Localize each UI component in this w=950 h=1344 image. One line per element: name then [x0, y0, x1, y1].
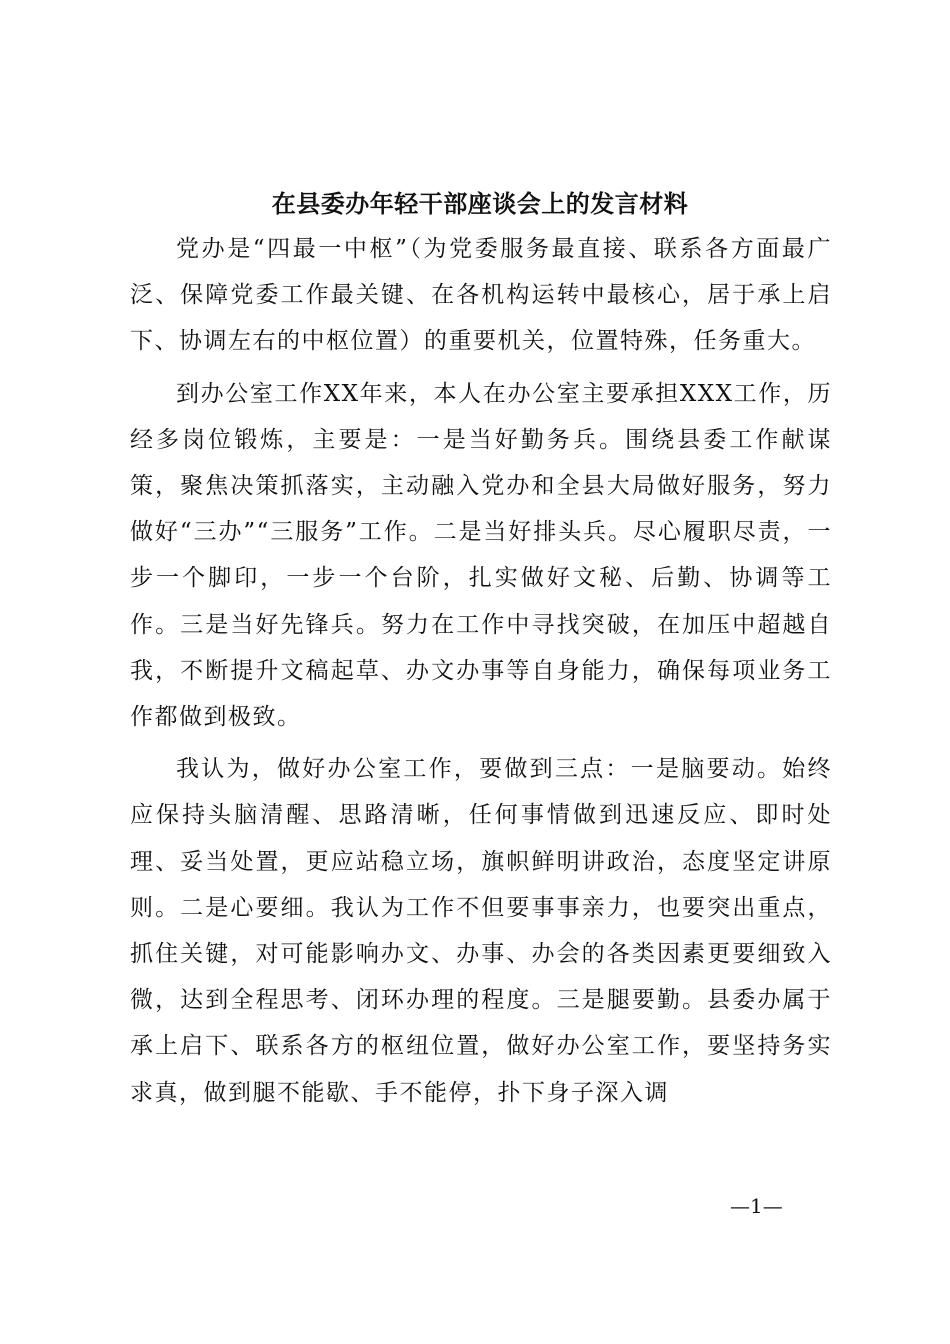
document-title: 在县委办年轻干部座谈会上的发言材料 — [271, 189, 689, 218]
page-number: —1— — [730, 1194, 783, 1218]
document-body — [130, 226, 832, 1122]
paragraph-2: 到办公室工作XX年来，本人在办公室主要承担XXX工作，历经多岗位锻炼，主要是：一是当好勤务兵。围绕县委工作献谋策，聚焦决策抓落实，主动融入党办和全县大局做好服务，努力做好“三办”“三服务”工作。二是当好排头兵。尽心履职尽责，一步一个脚印，一步一个台阶，扎实做好文秘、后勤、协调等工作。三是当好先锋兵。努力在工作中寻找突破，在加压中超越自我，不断提升文稿起草、办文办事等自身能力，确保每项业务工作都做到极致。 — [130, 380, 832, 731]
paragraph-3: 我认为，做好办公室工作，要做到三点：一是脑要动。始终应保持头脑清醒、思路清晰，任何事情做到迅速反应、即时处理、妥当处置，更应站稳立场，旗帜鲜明讲政治，态度坚定讲原则。二是心要细。我认为工作不但要事事亲力，也要突出重点，抓住关键，对可能影响办文、办事、办会的各类因素更要细致入微，达到全程思考、闭环办理的程度。三是腿要勤。县委办属于承上启下、联系各方的枢纽位置，做好办公室工作，要坚持务实求真，做到腿不能歇、手不能停，扑下身子深入调 — [130, 756, 832, 1106]
paragraph-1: 党办是“四最一中枢”（为党委服务最直接、联系各方面最广泛、保障党委工作最关键、在各机构运转中最核心，居于承上启下、协调左右的中枢位置）的重要机关，位置特殊，任务重大。 — [130, 236, 832, 355]
